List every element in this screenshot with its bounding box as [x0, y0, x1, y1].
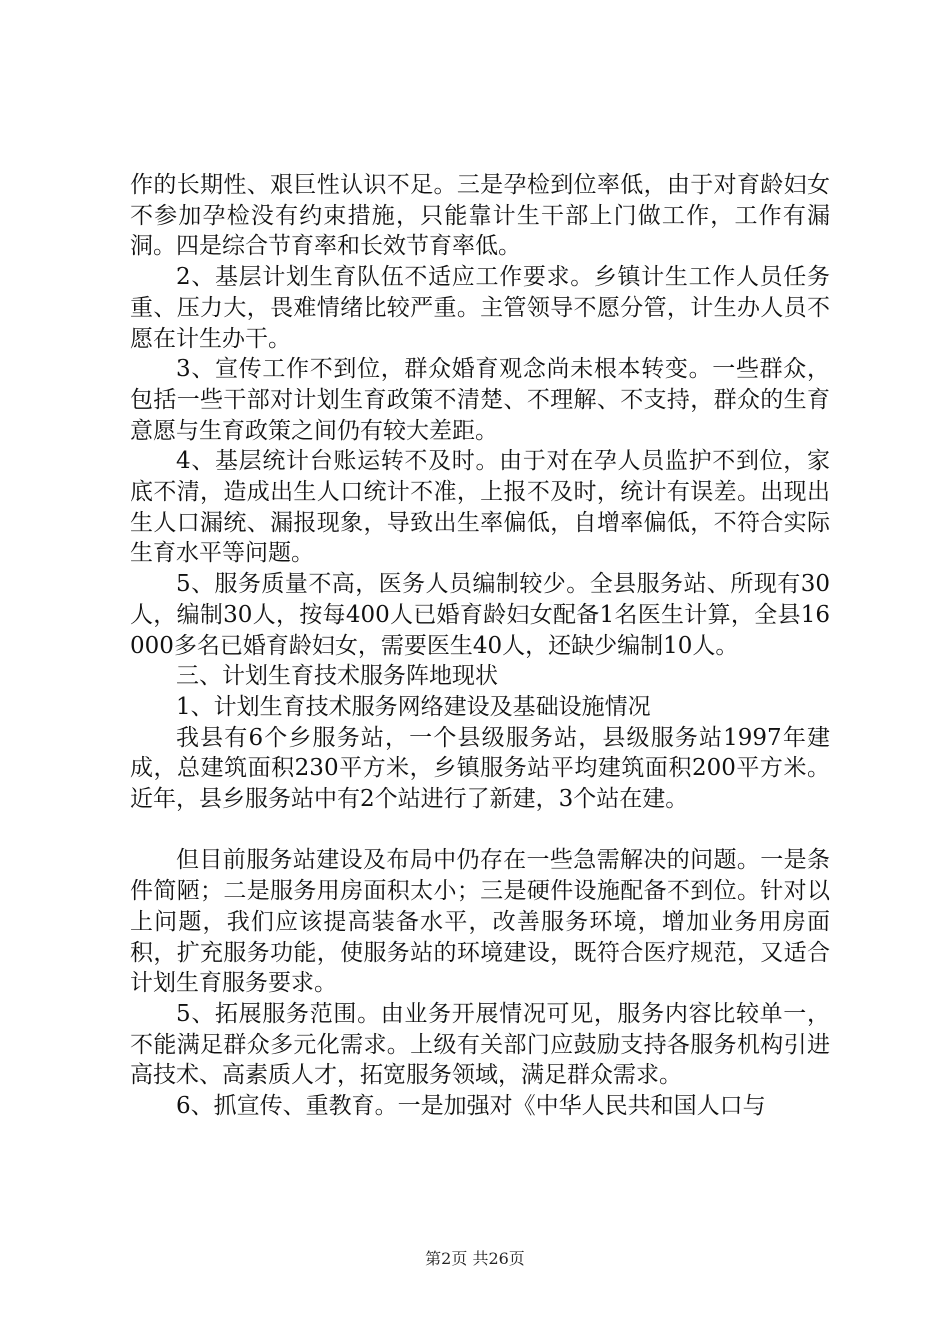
paragraph-item-2: 2、基层计划生育队伍不适应工作要求。乡镇计生工作人员任务重、压力大，畏难情绪比较严重。主管领导不愿分管，计生办人员不愿在计生办干。 — [130, 264, 830, 352]
page-footer: 第2页 共26页 — [425, 1249, 525, 1268]
subsection-heading: 1、计划生育技术服务网络建设及基础设施情况 — [176, 693, 651, 720]
paragraph-facilities: 我县有6个乡服务站，一个县级服务站，县级服务站1997年建成，总建筑面积230平方米，乡镇服务站平均建筑面积200平方米。近年，县乡服务站中有2个站进行了新建，3个站在建。 — [130, 724, 830, 813]
paragraph-item-3: 3、宣传工作不到位，群众婚育观念尚未根本转变。一些群众，包括一些干部对计划生育政策不清楚、不理解、不支持，群众的生育意愿与生育政策之间仍有较大差距。 — [130, 356, 830, 444]
paragraph-item-5: 5、服务质量不高，医务人员编制较少。全县服务站、所现有30人，编制30人，按每400人已婚育龄妇女配备1名医生计算，全县16000多名已婚育龄妇女，需要医生40人，还缺少编制10人。 — [130, 571, 830, 659]
body-text — [130, 170, 830, 1122]
paragraph-gap — [130, 815, 830, 846]
paragraph-item-4: 4、基层统计台账运转不及时。由于对在孕人员监护不到位，家底不清，造成出生人口统计不准，上报不及时，统计有误差。出现出生人口漏统、漏报现象，导致出生率偏低，自增率偏低，不符合实际生育水平等问题。 — [130, 448, 830, 567]
paragraph-continuation: 作的长期性、艰巨性认识不足。三是孕检到位率低，由于对育龄妇女不参加孕检没有约束措施，只能靠计生干部上门做工作，工作有漏洞。四是综合节育率和长效节育率低。 — [130, 172, 830, 260]
paragraph-expand-services: 5、拓展服务范围。由业务开展情况可见，服务内容比较单一，不能满足群众多元化需求。上级有关部门应鼓励支持各服务机构引进高技术、高素质人才，拓宽服务领域，满足群众需求。 — [130, 1000, 830, 1089]
paragraph-problems: 但目前服务站建设及布局中仍存在一些急需解决的问题。一是条件简陋；二是服务用房面积太小；三是硬件设施配备不到位。针对以上问题，我们应该提高装备水平，改善服务环境，增加业务用房面积，扩充服务功能，使服务站的环境建设，既符合医疗规范，又适合计划生育服务要求。 — [130, 847, 830, 997]
paragraph-publicity: 6、抓宣传、重教育。一是加强对《中华人民共和国人口与 — [176, 1093, 766, 1120]
section-heading: 三、计划生育技术服务阵地现状 — [176, 663, 498, 690]
